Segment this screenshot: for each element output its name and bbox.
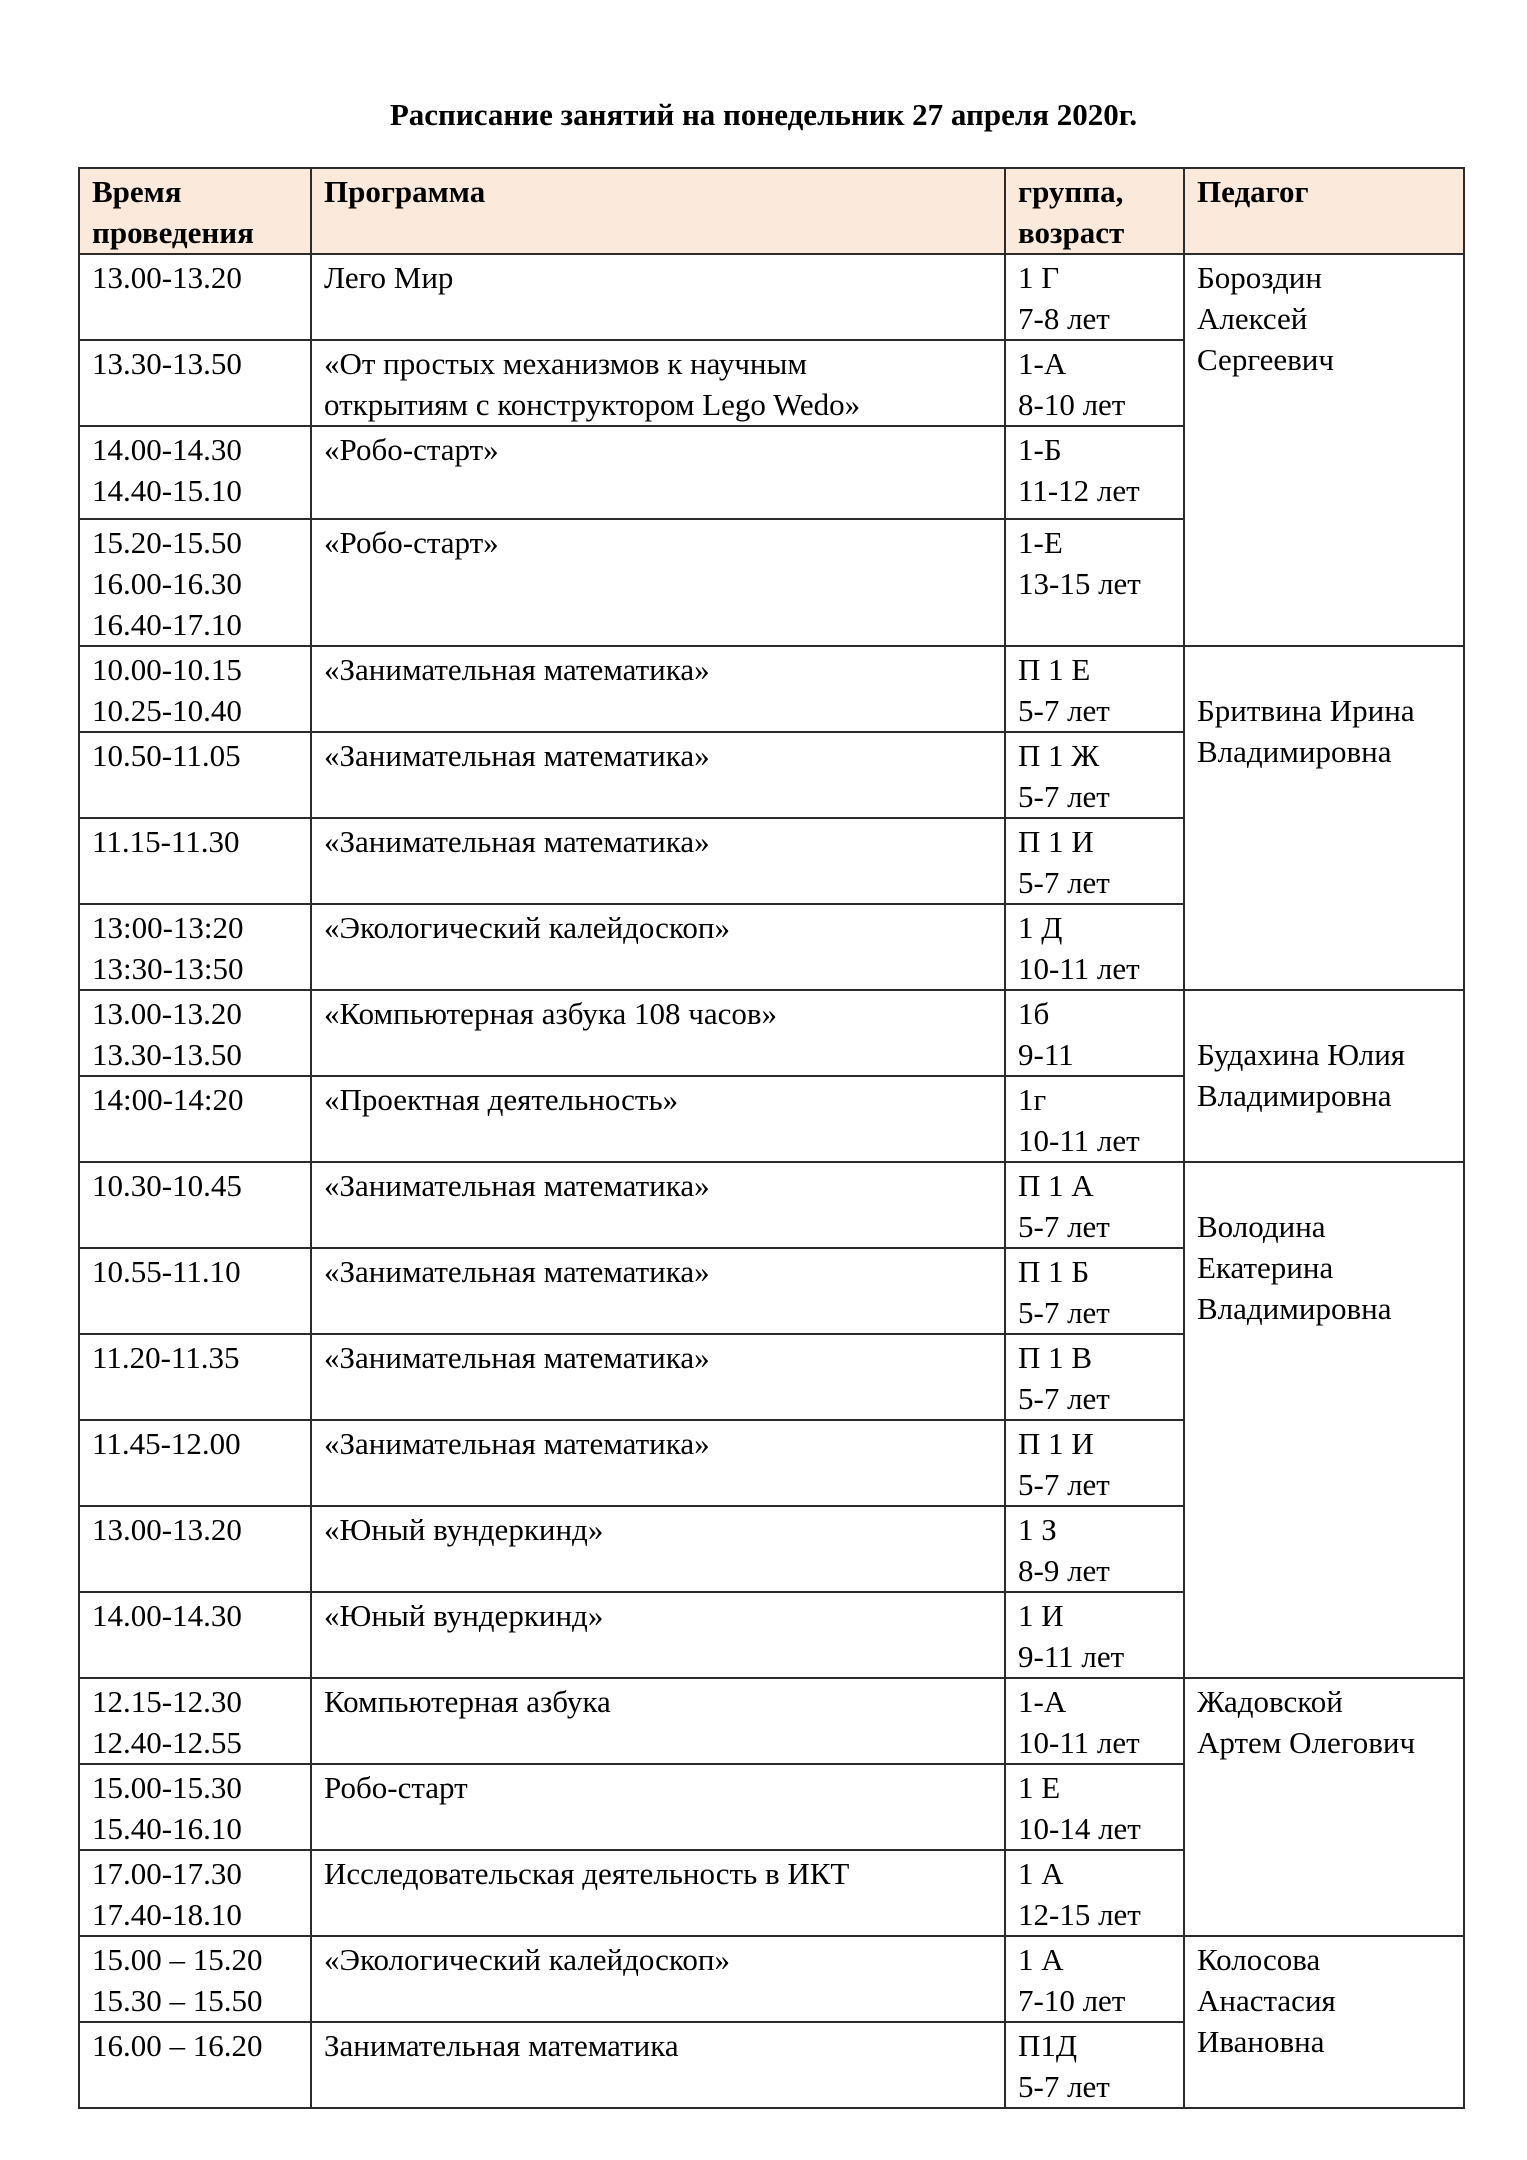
cell-program: Робо-старт xyxy=(311,1764,1005,1850)
cell-group: П 1 И 5-7 лет xyxy=(1005,818,1184,904)
cell-program: «Экологический калейдоскоп» xyxy=(311,1936,1005,2022)
cell-program: «Робо-старт» xyxy=(311,426,1005,519)
cell-program: «Занимательная математика» xyxy=(311,1162,1005,1248)
cell-group: 1 Г 7-8 лет xyxy=(1005,254,1184,340)
cell-program: «Компьютерная азбука 108 часов» xyxy=(311,990,1005,1076)
cell-time: 11.20-11.35 xyxy=(79,1334,311,1420)
cell-program: «Юный вундеркинд» xyxy=(311,1592,1005,1678)
header-group: группа, возраст xyxy=(1005,168,1184,254)
cell-teacher: Бритвина Ирина Владимировна xyxy=(1184,646,1464,990)
table-row xyxy=(79,254,1464,340)
cell-time: 14.00-14.30 xyxy=(79,1592,311,1678)
cell-group: 1 Д 10-11 лет xyxy=(1005,904,1184,990)
cell-teacher: Будахина Юлия Владимировна xyxy=(1184,990,1464,1162)
cell-time: 15.20-15.50 16.00-16.30 16.40-17.10 xyxy=(79,519,311,646)
cell-time: 14:00-14:20 xyxy=(79,1076,311,1162)
cell-time: 16.00 – 16.20 xyxy=(79,2022,311,2108)
cell-group: 1г 10-11 лет xyxy=(1005,1076,1184,1162)
cell-program: Исследовательская деятельность в ИКТ xyxy=(311,1850,1005,1936)
cell-group: П 1 А 5-7 лет xyxy=(1005,1162,1184,1248)
cell-teacher: Бороздин Алексей Сергеевич xyxy=(1184,254,1464,646)
page-title: Расписание занятий на понедельник 27 апреля 2020г. xyxy=(389,97,1138,132)
cell-program: «Занимательная математика» xyxy=(311,646,1005,732)
cell-program: «Занимательная математика» xyxy=(311,732,1005,818)
cell-program: «Занимательная математика» xyxy=(311,1334,1005,1420)
cell-time: 10.30-10.45 xyxy=(79,1162,311,1248)
cell-time: 12.15-12.30 12.40-12.55 xyxy=(79,1678,311,1764)
cell-program: Занимательная математика xyxy=(311,2022,1005,2108)
cell-time: 17.00-17.30 17.40-18.10 xyxy=(79,1850,311,1936)
cell-program: «Занимательная математика» xyxy=(311,1420,1005,1506)
cell-teacher: Володина Екатерина Владимировна xyxy=(1184,1162,1464,1678)
cell-group: 1 А 12-15 лет xyxy=(1005,1850,1184,1936)
cell-group: 1 И 9-11 лет xyxy=(1005,1592,1184,1678)
cell-program: Лего Мир xyxy=(311,254,1005,340)
cell-group: П 1 Ж 5-7 лет xyxy=(1005,732,1184,818)
header-time: Время проведения xyxy=(79,168,311,254)
cell-group: П 1 И 5-7 лет xyxy=(1005,1420,1184,1506)
cell-time: 13.00-13.20 xyxy=(79,254,311,340)
cell-time: 10.00-10.15 10.25-10.40 xyxy=(79,646,311,732)
cell-time: 13.00-13.20 13.30-13.50 xyxy=(79,990,311,1076)
schedule-table xyxy=(78,167,1465,2109)
cell-program: «От простых механизмов к научным открытиям с конструктором Lego Wedo» xyxy=(311,340,1005,426)
table-row xyxy=(79,1162,1464,1248)
cell-time: 10.50-11.05 xyxy=(79,732,311,818)
cell-group: 1-А 8-10 лет xyxy=(1005,340,1184,426)
table-row xyxy=(79,990,1464,1076)
cell-group: П 1 Б 5-7 лет xyxy=(1005,1248,1184,1334)
header-teacher: Педагог xyxy=(1184,168,1464,254)
cell-time: 15.00 – 15.20 15.30 – 15.50 xyxy=(79,1936,311,2022)
table-row xyxy=(79,1936,1464,2022)
cell-teacher: Жадовской Артем Олегович xyxy=(1184,1678,1464,1936)
cell-group: 1-Е 13-15 лет xyxy=(1005,519,1184,646)
cell-program: «Экологический калейдоскоп» xyxy=(311,904,1005,990)
cell-group: 1 Е 10-14 лет xyxy=(1005,1764,1184,1850)
cell-time: 14.00-14.30 14.40-15.10 xyxy=(79,426,311,519)
cell-teacher: Колосова Анастасия Ивановна xyxy=(1184,1936,1464,2108)
table-header-row xyxy=(79,168,1464,254)
cell-group: 1 З 8-9 лет xyxy=(1005,1506,1184,1592)
table-row xyxy=(79,646,1464,732)
cell-group: 1-Б 11-12 лет xyxy=(1005,426,1184,519)
cell-time: 11.15-11.30 xyxy=(79,818,311,904)
cell-time: 13.30-13.50 xyxy=(79,340,311,426)
cell-program: Компьютерная азбука xyxy=(311,1678,1005,1764)
cell-group: 1б 9-11 xyxy=(1005,990,1184,1076)
cell-group: П 1 В 5-7 лет xyxy=(1005,1334,1184,1420)
cell-time: 10.55-11.10 xyxy=(79,1248,311,1334)
cell-program: «Занимательная математика» xyxy=(311,1248,1005,1334)
cell-group: П1Д 5-7 лет xyxy=(1005,2022,1184,2108)
cell-time: 11.45-12.00 xyxy=(79,1420,311,1506)
cell-time: 15.00-15.30 15.40-16.10 xyxy=(79,1764,311,1850)
table-row xyxy=(79,1678,1464,1764)
cell-program: «Проектная деятельность» xyxy=(311,1076,1005,1162)
header-program: Программа xyxy=(311,168,1005,254)
cell-program: «Юный вундеркинд» xyxy=(311,1506,1005,1592)
cell-group: 1 А 7-10 лет xyxy=(1005,1936,1184,2022)
cell-time: 13:00-13:20 13:30-13:50 xyxy=(79,904,311,990)
cell-time: 13.00-13.20 xyxy=(79,1506,311,1592)
cell-program: «Робо-старт» xyxy=(311,519,1005,646)
cell-program: «Занимательная математика» xyxy=(311,818,1005,904)
cell-group: П 1 Е 5-7 лет xyxy=(1005,646,1184,732)
cell-group: 1-А 10-11 лет xyxy=(1005,1678,1184,1764)
